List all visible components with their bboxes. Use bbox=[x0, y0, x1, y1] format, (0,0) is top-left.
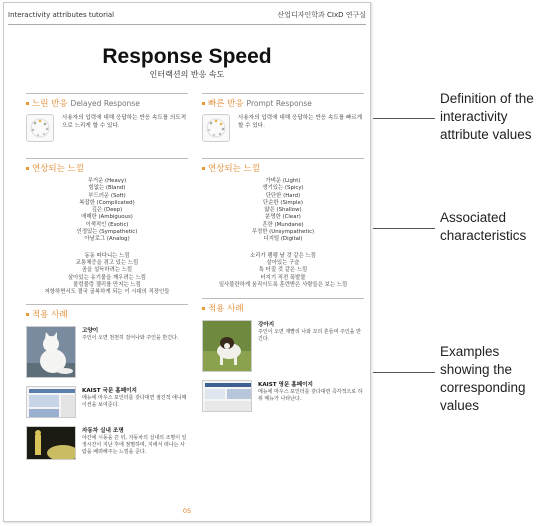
example-title: KAIST 영문 홈페이지 bbox=[258, 382, 313, 389]
slow-definition-row bbox=[26, 114, 188, 142]
assoc-heading-label: 연상되는 느낌 bbox=[32, 164, 84, 174]
characteristic-word: 무거운 (Heavy) bbox=[87, 178, 127, 184]
characteristic-word: 흔한 (Mundane) bbox=[262, 221, 304, 228]
slow-example-website bbox=[26, 386, 188, 418]
characteristic-phrase: 살아있는 유기물을 깨우려는 느낌 bbox=[67, 274, 147, 281]
bullet-square-icon bbox=[202, 102, 205, 105]
example-description: 주인이 오면 재빨리 나와 꼬리 흔들며 주인을 반긴다. bbox=[258, 329, 361, 343]
example-title: 자동차 실내 조명 bbox=[82, 428, 124, 435]
example-title: 고양이 bbox=[82, 328, 99, 335]
characteristic-phrase: 톡 터질 것 같은 느낌 bbox=[258, 267, 308, 274]
fast-spinner-icon bbox=[202, 114, 230, 142]
slow-definition-text: 사용자의 입력에 대해 응답하는 반응 속도를 의도적으로 느리게 할 수 있다. bbox=[62, 115, 187, 129]
page-subtitle: 인터랙션의 반응 속도 bbox=[149, 70, 225, 79]
characteristic-word: 단순한 (Simple) bbox=[263, 199, 303, 206]
annotation-characteristics: Associated characteristics bbox=[440, 210, 527, 243]
characteristic-phrase: 살아있는 구슬 bbox=[266, 259, 300, 266]
slow-example-cat bbox=[26, 326, 188, 378]
fast-phrases-list bbox=[202, 253, 364, 289]
fast-assoc-heading bbox=[202, 162, 364, 174]
bullet-square-icon bbox=[202, 307, 205, 310]
bullet-square-icon bbox=[202, 167, 205, 170]
white-cat-photo bbox=[26, 326, 76, 378]
characteristic-phrase: 터지기 직전 폭발물 bbox=[260, 274, 306, 281]
characteristic-word: 얇은 (Shallow) bbox=[264, 207, 302, 214]
car-interior-light-photo bbox=[26, 426, 76, 460]
fast-definition-row bbox=[202, 114, 364, 142]
page-title: Response Speed bbox=[102, 45, 272, 68]
slow-phrases-list bbox=[26, 253, 188, 297]
page-number: 05 bbox=[182, 507, 192, 515]
fast-heading-en: Prompt Response bbox=[246, 98, 312, 108]
example-description: 주인이 오면 천천히 걸어나와 주인을 반긴다. bbox=[82, 335, 179, 342]
example-title: 강아지 bbox=[258, 322, 275, 329]
slow-assoc-heading bbox=[26, 162, 188, 174]
kaist-english-homepage-screenshot bbox=[202, 380, 252, 412]
characteristic-word: 무정한 (Unsympathetic) bbox=[251, 229, 315, 236]
slow-spinner-icon bbox=[26, 114, 54, 142]
slow-words-list bbox=[26, 178, 188, 244]
example-description: 메뉴에 마우스 포인터를 갖다대면 점진적 애니메이션을 보여준다. bbox=[82, 395, 187, 409]
characteristic-word: 분명한 (Clear) bbox=[265, 214, 301, 221]
fast-example-website bbox=[202, 380, 364, 412]
fast-column bbox=[202, 93, 364, 412]
characteristic-phrase: 곰을 설득하려는 느낌 bbox=[81, 267, 133, 274]
characteristic-phrase: 동동 떠다니는 느낌 bbox=[84, 252, 130, 259]
section-divider bbox=[202, 158, 364, 159]
examples-pointer-line bbox=[373, 372, 435, 373]
slow-heading-en: Delayed Response bbox=[70, 98, 140, 108]
fast-examples-heading bbox=[202, 302, 364, 314]
characteristic-word: 디지털 (Digital) bbox=[263, 236, 303, 243]
bullet-square-icon bbox=[26, 313, 29, 316]
running-dog-photo bbox=[202, 320, 252, 372]
characteristic-word: 부드러운 (Soft) bbox=[88, 192, 126, 199]
characteristic-word: 단단한 (Hard) bbox=[265, 192, 301, 199]
definition-pointer-line bbox=[373, 118, 435, 119]
examples-heading-label: 적용 사례 bbox=[208, 304, 244, 315]
fast-definition-text: 사용자의 입력에 대해 응답하는 반응 속도를 빠르게 할 수 있다. bbox=[238, 115, 363, 129]
section-divider bbox=[202, 298, 364, 299]
example-description: 야간에 시동을 끈 뒤, 자동차의 실내의 조명이 일정시간이 지난 후에 점멸하며, 지에서 떠나는 사람을 배려해주는 느낌을 준다. bbox=[82, 435, 187, 456]
slow-example-car-light bbox=[26, 426, 188, 460]
document-page bbox=[3, 2, 371, 522]
characteristic-phrase: 교통체증을 겪고 있는 느낌 bbox=[75, 259, 139, 266]
example-title: KAIST 국문 홈페이지 bbox=[82, 388, 137, 395]
fast-words-list bbox=[202, 178, 364, 244]
header-tutorial-name: Interactivity attributes tutorial bbox=[8, 11, 115, 19]
characteristic-word: 힘없는 (Bland) bbox=[88, 185, 126, 192]
examples-heading-label: 적용 사례 bbox=[32, 310, 68, 321]
characteristic-phrase: 소리가 팽팽 날 것 같은 느낌 bbox=[250, 252, 316, 259]
characteristic-word: 이색적인 (Exotic) bbox=[85, 221, 129, 228]
section-divider bbox=[26, 304, 188, 305]
section-divider bbox=[202, 93, 364, 94]
fast-definition-heading bbox=[202, 97, 364, 109]
slow-examples-heading bbox=[26, 308, 188, 320]
bullet-square-icon bbox=[26, 102, 29, 105]
header-lab-name: 산업디자인학과 CIxD 연구실 bbox=[277, 11, 366, 19]
bullet-square-icon bbox=[26, 167, 29, 170]
fast-example-dog bbox=[202, 320, 364, 372]
section-divider bbox=[26, 93, 188, 94]
annotation-definition: Definition of the interactivity attribute values bbox=[440, 91, 534, 142]
header-divider bbox=[8, 24, 366, 25]
characteristic-word: 복잡한 (Complicated) bbox=[79, 199, 135, 206]
assoc-heading-label: 연상되는 느낌 bbox=[208, 164, 260, 174]
page-header bbox=[8, 8, 366, 22]
fast-heading-ko: 빠른 반응 bbox=[208, 99, 244, 109]
characteristic-word: 깊은 (Deep) bbox=[91, 207, 123, 214]
slow-heading-ko: 느린 반응 bbox=[32, 99, 68, 109]
characteristic-word: 가벼운 (Light) bbox=[265, 178, 301, 184]
characteristic-phrase: 저항하면서도 결국 굴복하게 되는 이 시대의 직장인들 bbox=[44, 289, 170, 296]
characteristic-word: 인정있는 (Sympathetic) bbox=[76, 229, 138, 236]
characteristic-word: 생기있는 (Spicy) bbox=[262, 185, 304, 192]
slow-column bbox=[26, 93, 188, 460]
example-description: 메뉴에 마우스 포인터를 갖다대면 즉각적으로 하위 메뉴가 나타난다. bbox=[258, 389, 363, 403]
characteristic-word: 애매한 (Ambiguous) bbox=[81, 214, 133, 221]
characteristic-phrase: 물렁물렁 젤리를 만지는 느낌 bbox=[73, 281, 141, 288]
annotation-examples: Examples showing the corresponding values bbox=[440, 344, 526, 413]
section-divider bbox=[26, 158, 188, 159]
characteristic-phrase: 일사불란하게 움직이도록 훈련받은 사람들은 보는 느낌 bbox=[218, 281, 348, 288]
characteristic-word: 아날로그 (Analog) bbox=[84, 236, 130, 243]
slow-definition-heading bbox=[26, 97, 188, 109]
characteristics-pointer-line bbox=[373, 228, 435, 229]
kaist-korean-homepage-screenshot bbox=[26, 386, 76, 418]
